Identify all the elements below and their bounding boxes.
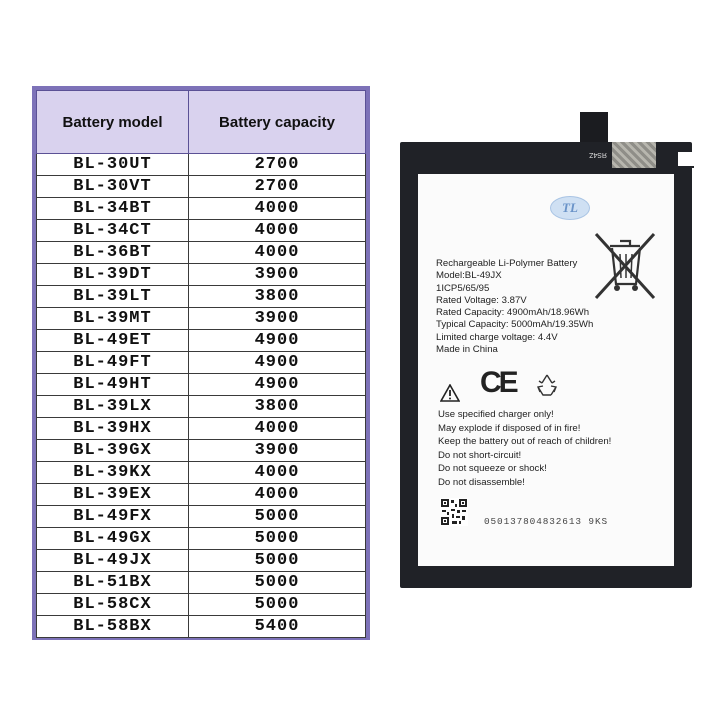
table-row — [37, 440, 366, 462]
battery-model-cell: BL-39EX — [37, 484, 189, 506]
battery-capacity-cell: 4000 — [189, 220, 366, 242]
table-row — [37, 594, 366, 616]
spec-line: Rated Voltage: 3.87V — [436, 294, 527, 306]
battery-capacity-cell: 3900 — [189, 308, 366, 330]
battery-capacity-cell: 4000 — [189, 198, 366, 220]
table-row — [37, 572, 366, 594]
battery-model-table — [36, 90, 366, 638]
header-battery-model: Battery model — [37, 91, 189, 154]
table-row — [37, 506, 366, 528]
table-row — [37, 616, 366, 638]
brand-logo: TL — [550, 196, 590, 220]
table-row — [37, 352, 366, 374]
battery-model-cell: BL-49ET — [37, 330, 189, 352]
table-row — [37, 396, 366, 418]
table-row — [37, 198, 366, 220]
warning-line: Do not disassemble! — [438, 476, 525, 488]
battery-model-cell: BL-34BT — [37, 198, 189, 220]
battery-model-cell: BL-39MT — [37, 308, 189, 330]
battery-model-cell: BL-58BX — [37, 616, 189, 638]
battery-model-cell: BL-30VT — [37, 176, 189, 198]
battery-capacity-cell: 5000 — [189, 572, 366, 594]
battery-model-cell: BL-39DT — [37, 264, 189, 286]
battery-model-cell: BL-49FX — [37, 506, 189, 528]
warning-line: Keep the battery out of reach of children! — [438, 436, 612, 448]
battery-capacity-cell: 2700 — [189, 176, 366, 198]
tape-code: ЯS4Z — [589, 151, 607, 158]
battery-model-cell: BL-36BT — [37, 242, 189, 264]
recycle-icon — [534, 372, 560, 398]
battery-capacity-cell: 3900 — [189, 440, 366, 462]
warning-line: May explode if disposed of in fire! — [438, 422, 581, 434]
spec-line: Limited charge voltage: 4.4V — [436, 331, 558, 343]
ce-mark: CE — [480, 366, 516, 399]
table-row — [37, 484, 366, 506]
battery-warning-list — [438, 408, 678, 490]
battery-capacity-cell: 4900 — [189, 374, 366, 396]
battery-capacity-cell: 2700 — [189, 154, 366, 176]
warning-line: Do not squeeze or shock! — [438, 463, 547, 475]
battery-capacity-cell: 4900 — [189, 330, 366, 352]
table-row — [37, 528, 366, 550]
table-row — [37, 330, 366, 352]
battery-capacity-cell: 4000 — [189, 484, 366, 506]
battery-model-cell: BL-58CX — [37, 594, 189, 616]
qr-code-icon — [440, 498, 468, 526]
battery-model-cell: BL-49FT — [37, 352, 189, 374]
serial-number: 050137804832613 9KS — [484, 516, 608, 527]
weee-crossed-bin-icon — [590, 228, 660, 304]
battery-capacity-cell: 5000 — [189, 550, 366, 572]
battery-model-cell: BL-39HX — [37, 418, 189, 440]
table-row — [37, 462, 366, 484]
battery-capacity-cell: 5400 — [189, 616, 366, 638]
spec-line: Made in China — [436, 344, 498, 356]
battery-capacity-cell: 3800 — [189, 396, 366, 418]
battery-model-cell: BL-49HT — [37, 374, 189, 396]
table-row — [37, 176, 366, 198]
table-row — [37, 220, 366, 242]
warning-line: Do not short-circuit! — [438, 449, 522, 461]
battery-model-cell: BL-30UT — [37, 154, 189, 176]
table-row — [37, 418, 366, 440]
battery-model-cell: BL-51BX — [37, 572, 189, 594]
battery-capacity-cell: 4000 — [189, 242, 366, 264]
table-row — [37, 264, 366, 286]
spec-line: Rated Capacity: 4900mAh/18.96Wh — [436, 307, 590, 319]
spec-line: Model:BL-49JX — [436, 270, 502, 282]
battery-model-cell: BL-39LX — [37, 396, 189, 418]
battery-model-table-frame — [32, 86, 370, 640]
spec-line: 1ICP5/65/95 — [436, 282, 490, 294]
battery-capacity-cell: 4000 — [189, 462, 366, 484]
battery-capacity-cell: 3800 — [189, 286, 366, 308]
warning-line: Use specified charger only! — [438, 409, 554, 420]
battery-model-cell: BL-39LT — [37, 286, 189, 308]
battery-capacity-cell: 5000 — [189, 506, 366, 528]
battery-capacity-cell: 4000 — [189, 418, 366, 440]
table-row — [37, 242, 366, 264]
table-header-row — [37, 91, 366, 154]
table-row — [37, 374, 366, 396]
table-row — [37, 286, 366, 308]
connector-tape — [612, 142, 656, 168]
header-battery-capacity: Battery capacity — [189, 91, 366, 154]
table-row — [37, 308, 366, 330]
warning-triangle-icon — [440, 384, 460, 402]
battery-model-cell: BL-49JX — [37, 550, 189, 572]
table-row — [37, 550, 366, 572]
battery-capacity-cell: 4900 — [189, 352, 366, 374]
battery-capacity-cell: 5000 — [189, 528, 366, 550]
table-row — [37, 154, 366, 176]
battery-capacity-cell: 3900 — [189, 264, 366, 286]
battery-model-cell: BL-39KX — [37, 462, 189, 484]
battery-model-cell: BL-49GX — [37, 528, 189, 550]
spec-line: Typical Capacity: 5000mAh/19.35Wh — [436, 319, 594, 331]
spec-line: Rechargeable Li-Polymer Battery — [436, 258, 578, 269]
battery-model-cell: BL-34CT — [37, 220, 189, 242]
battery-capacity-cell: 5000 — [189, 594, 366, 616]
table-body — [37, 154, 366, 638]
battery-model-cell: BL-39GX — [37, 440, 189, 462]
battery-edge-notch — [676, 152, 694, 168]
